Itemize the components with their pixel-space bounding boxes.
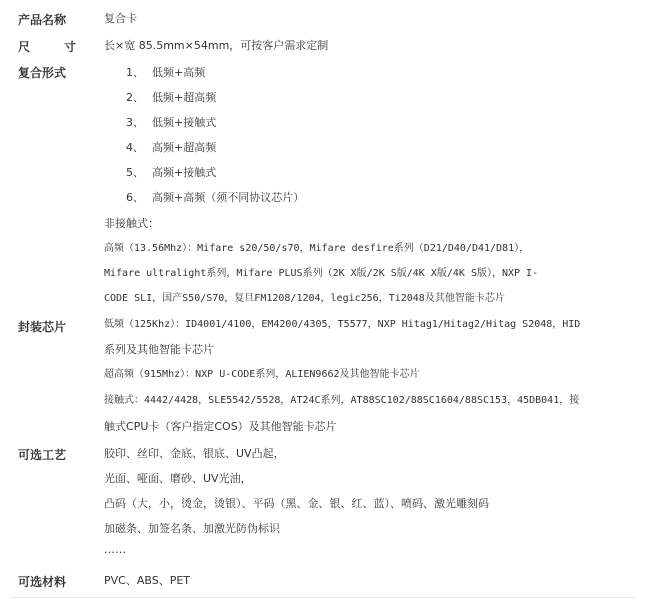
form-num: 4、 <box>126 141 144 154</box>
label-optional-material: 可选材料 <box>18 575 67 589</box>
contactless-title: 非接触式： <box>104 217 159 230</box>
size-value: 长×宽 85.5mm×54mm，可按客户需求定制 <box>104 39 329 52</box>
material-value: PVC、ABS、PET <box>104 574 191 587</box>
craft-line-2: 光面、哑面、磨砂、UV光油， <box>104 472 252 485</box>
form-item-2 <box>126 91 216 105</box>
form-item-6 <box>126 191 304 205</box>
form-item-5 <box>126 166 216 180</box>
form-text: 低频+超高频 <box>152 91 217 104</box>
form-text: 高频+接触式 <box>152 166 217 179</box>
form-item-4 <box>126 141 216 155</box>
lf-line-2: 系列及其他智能卡芯片 <box>104 343 214 356</box>
uhf-line: 超高频（915Mhz）：NXP U-CODE系列，ALIEN9662及其他智能卡芯片 <box>104 369 420 380</box>
label-size <box>18 38 76 55</box>
form-text: 低频+接触式 <box>152 116 217 129</box>
contact-line-2: 触式CPU卡（客户指定COS）及其他智能卡芯片 <box>104 420 337 433</box>
hf-line-2: Mifare ultralight系列，Mifare PLUS系列（2K X版/2K S版/4K X版/4K S版），NXP I- <box>104 268 539 279</box>
form-item-1 <box>126 66 205 80</box>
label-optional-craft: 可选工艺 <box>18 448 67 462</box>
hf-line-3: CODE SLI，国产S50/S70，复旦FM1208/1204，legic256，Ti2048及其他智能卡芯片 <box>104 293 505 304</box>
form-item-3 <box>126 116 216 130</box>
form-num: 1、 <box>126 66 144 79</box>
form-num: 6、 <box>126 191 144 204</box>
craft-ellipsis: …… <box>104 543 126 556</box>
hf-line-1: 高频（13.56Mhz）：Mifare s20/50/s70，Mifare desfire系列（D21/D40/D41/D81）， <box>104 243 530 254</box>
label-product-name: 产品名称 <box>18 13 67 27</box>
form-num: 2、 <box>126 91 144 104</box>
label-composite-form: 复合形式 <box>18 66 67 80</box>
bottom-divider <box>10 597 636 598</box>
product-name-value: 复合卡 <box>104 12 137 25</box>
craft-line-4: 加磁条、加签名条、加激光防伪标识 <box>104 522 280 535</box>
form-text: 高频+高频（须不同协议芯片） <box>152 191 305 204</box>
craft-line-3: 凸码（大，小，烫金，烫银）、平码（黑、金、银、红、蓝）、喷码、激光雕刻码 <box>104 497 489 510</box>
label-size-text: 尺 寸 <box>18 40 77 54</box>
label-package-chip: 封装芯片 <box>18 320 67 334</box>
form-text: 高频+超高频 <box>152 141 217 154</box>
craft-line-1: 胶印、丝印、金底、银底、UV凸起， <box>104 447 285 460</box>
form-num: 5、 <box>126 166 144 179</box>
form-text: 低频+高频 <box>152 66 206 79</box>
lf-line-1: 低频（125Khz）：ID4001/4100，EM4200/4305，T5577，NXP Hitag1/Hitag2/Hitag S2048，HID <box>104 319 581 330</box>
form-num: 3、 <box>126 116 144 129</box>
contact-line-1: 接触式：4442/4428，SLE5542/5528，AT24C系列，AT88SC102/88SC1604/88SC153，45DB041，接 <box>104 395 580 406</box>
